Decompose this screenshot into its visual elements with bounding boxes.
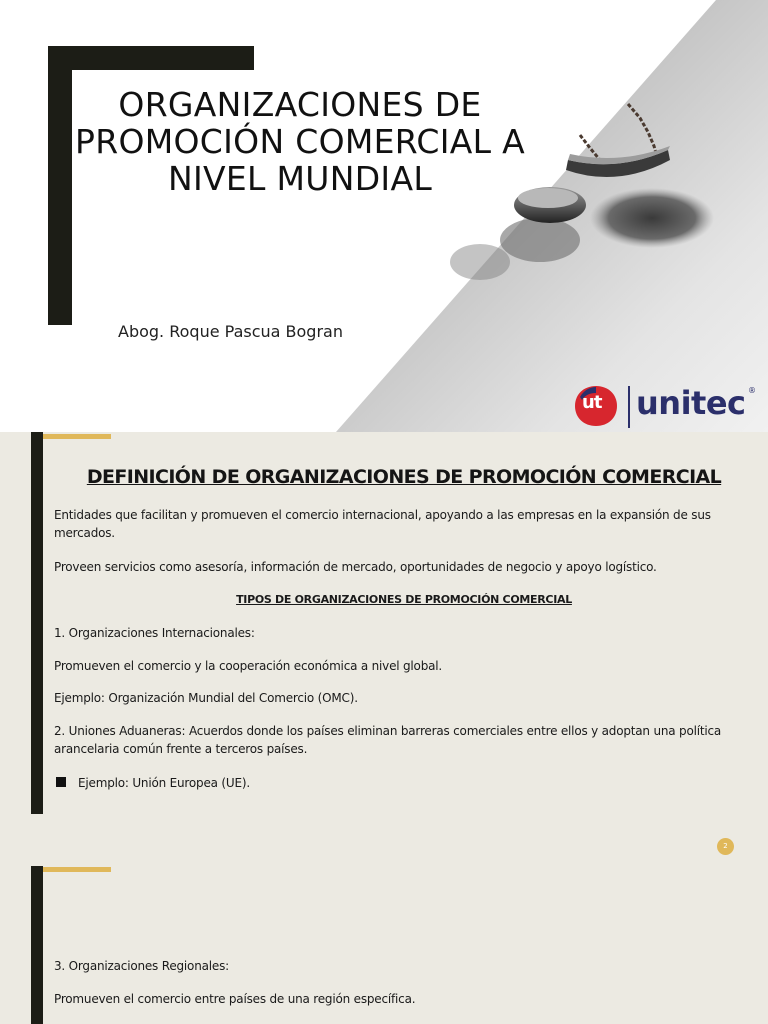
paragraph: 1. Organizaciones Internacionales:	[54, 626, 255, 640]
slide-side-bar	[31, 432, 43, 814]
paragraph: Ejemplo: Organización Mundial del Comercio (OMC).	[54, 691, 358, 705]
logo-wordmark: unitec	[636, 384, 746, 422]
bullet-text: Ejemplo: Unión Europea (UE).	[78, 776, 250, 790]
title-line: ORGANIZACIONES DE	[118, 85, 482, 124]
title-slide	[0, 0, 768, 432]
slide-side-bar	[31, 866, 43, 1024]
paragraph: Entidades que facilitan y promueven el comercio internacional, apoyando a las empresas en la expansión de sus mercados.	[54, 508, 711, 540]
logo-separator	[628, 386, 630, 428]
paragraph: 2. Uniones Aduaneras: Acuerdos donde los países eliminan barreras comerciales entre ellos y adoptan una política arancelaria común frente a terceros países.	[54, 724, 722, 756]
paragraph: Proveen servicios como asesoría, información de mercado, oportunidades de negocio y apoyo logístico.	[54, 560, 657, 574]
page-number-badge: 2	[717, 838, 734, 855]
title-frame-horizontal	[48, 46, 254, 70]
regional-organizations-slide	[0, 864, 768, 1024]
unitec-logo	[574, 382, 764, 430]
paragraph: Promueven el comercio entre países de una región específica.	[54, 992, 416, 1006]
presentation-title	[70, 86, 530, 197]
title-line: PROMOCIÓN COMERCIAL A	[75, 122, 525, 161]
square-bullet-icon	[56, 777, 66, 787]
slide-accent-bar	[43, 434, 111, 439]
section-subheading: TIPOS DE ORGANIZACIONES DE PROMOCIÓN COMERCIAL	[236, 593, 572, 606]
author-name: Abog. Roque Pascua Bogran	[118, 322, 343, 341]
title-line: NIVEL MUNDIAL	[167, 159, 433, 198]
logo-registered-mark: ®	[748, 386, 756, 395]
title-frame-vertical	[48, 46, 72, 325]
definition-slide	[0, 432, 768, 864]
logo-badge-text: ut	[582, 392, 602, 413]
paragraph: 3. Organizaciones Regionales:	[54, 959, 229, 973]
paragraph: Promueven el comercio y la cooperación económica a nivel global.	[54, 659, 443, 673]
slide-title: DEFINICIÓN DE ORGANIZACIONES DE PROMOCIÓN COMERCIAL	[86, 466, 722, 488]
slide-accent-bar	[43, 867, 111, 872]
